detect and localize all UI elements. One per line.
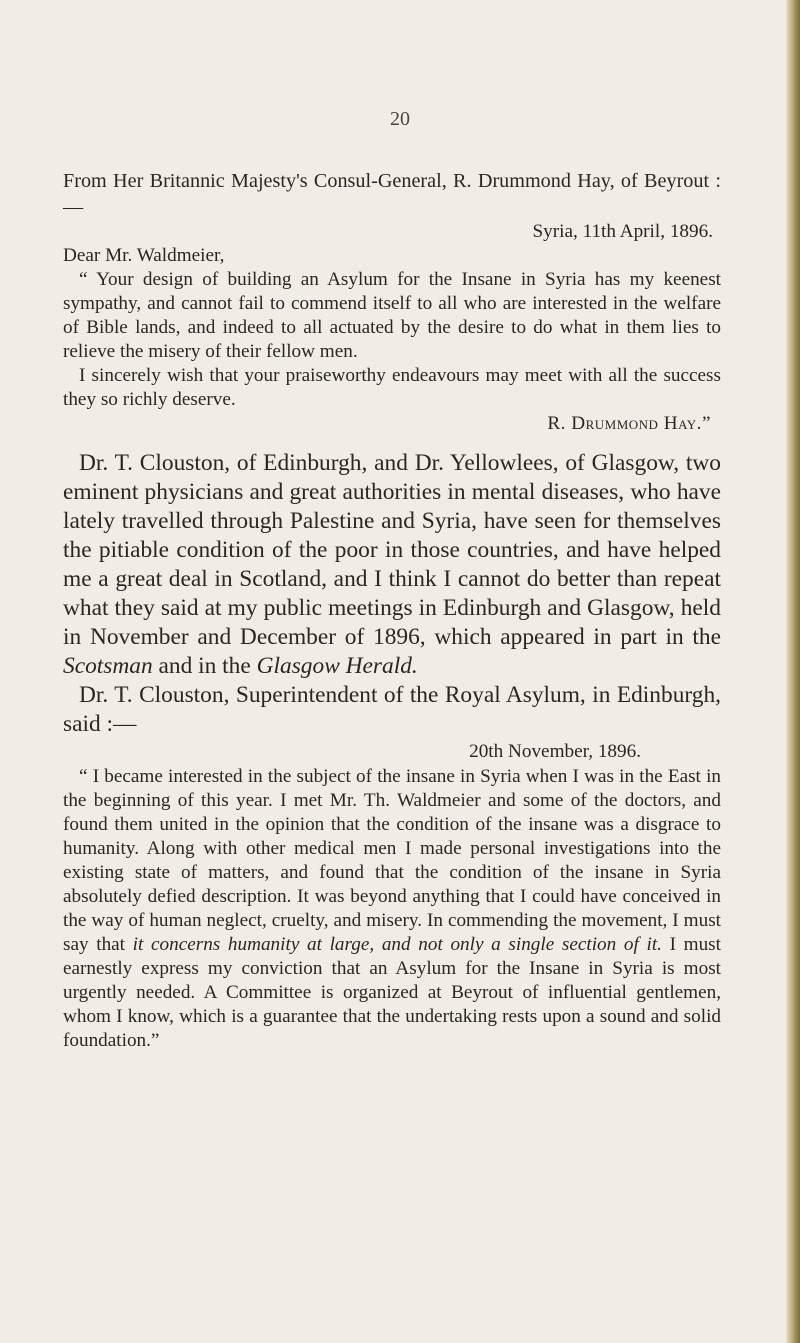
clouston-text-1: “ I became interested in the subject of the insane in Syria when I was in the East in the beginning of this year. I met Mr. Th. Waldmeier and some of the doctors, and found them united in the opinion that the condition of the insane was a disgrace to humanity. Along with other medical men I made personal investigations into the existing state of matters, and found that the condition of the insane in Syria absolutely defied description. It was beyond anything that I could have conceived in the way of human neglect, cruelty, and misery. In commending the movement, I must say that (63, 766, 721, 955)
page-content (63, 168, 721, 1053)
page-edge (786, 0, 800, 1343)
clouston-letter-body (63, 765, 721, 1053)
narrative-paragraph-1 (63, 449, 721, 681)
newspaper-scotsman: Scotsman (63, 653, 153, 679)
newspaper-glasgow-herald: Glasgow Herald. (256, 653, 418, 679)
consul-letter-body: “ Your design of building an Asylum for the Insane in Syria has my keenest sympathy, and cannot fail to commend itself to all who are interested in the welfare of Bible lands, and indeed to all actuated by the desire to do what in them lies to relieve the misery of their fellow men. (63, 269, 721, 362)
consul-letter-heading: From Her Britannic Majesty's Consul-General, R. Drummond Hay, of Beyrout :— (63, 170, 721, 218)
clouston-italic-quote: it concerns humanity at large, and not only a single section of it. (132, 934, 662, 955)
consul-letter-signature: R. Drummond Hay.” (547, 413, 711, 434)
narrative-text-2: and in the (152, 653, 257, 679)
narrative-paragraph-2: Dr. T. Clouston, Superintendent of the Royal Asylum, in Edinburgh, said :— (63, 682, 721, 737)
consul-letter-salutation: Dear Mr. Waldmeier, (63, 245, 225, 266)
clouston-letter-date: 20th November, 1896. (469, 741, 641, 762)
consul-letter-body-2: I sincerely wish that your praiseworthy endeavours may meet with all the success they so richly deserve. (63, 365, 721, 410)
clouston-text-2: I must earnestly express my conviction that an Asylum for the Insane in Syria is most urgently needed. A Committee is organized at Beyrout of influential gentlemen, whom I know, which is a guarantee that the undertaking rests upon a sound and solid foundation.” (63, 934, 721, 1051)
narrative-text-1: Dr. T. Clouston, of Edinburgh, and Dr. Yellowlees, of Glasgow, two eminent physicians and great authorities in mental diseases, who have lately travelled through Palestine and Syria, have seen for themselves the pitiable condition of the poor in those countries, and have helped me a great deal in Scotland, and I think I cannot do better than repeat what they said at my public meetings in Edinburgh and Glasgow, held in November and December of 1896, which appeared in part in the (63, 450, 721, 650)
page-number: 20 (390, 108, 410, 130)
consul-letter-date: Syria, 11th April, 1896. (532, 221, 713, 242)
consul-letter (63, 168, 721, 436)
